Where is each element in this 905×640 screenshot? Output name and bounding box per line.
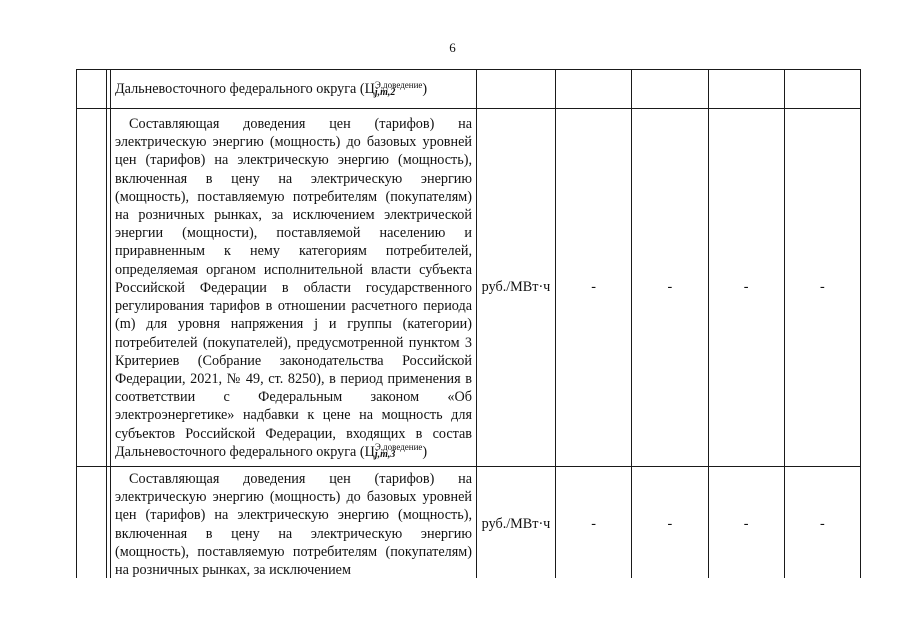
formula-symbol: Ц Э,доведение j,m,2: [364, 80, 423, 99]
description-text: Составляющая доведения цен (тарифов) на электрическую энергию (мощность) до базовых уровней цен (тарифов) на электрическую энергию (мощность), включенная в цену на электрическую энергию (мощность), поставляемую потребителям (покупателям) на розничных рынках, за исключением: [115, 471, 472, 579]
formula-symbol: Ц Э,доведение j,m,3: [364, 442, 423, 461]
description-text: Дальневосточного федерального округа (: [115, 81, 365, 98]
value-cell: [556, 70, 632, 109]
value-cell: -: [784, 109, 860, 467]
description-cell: Составляющая доведения цен (тарифов) на электрическую энергию (мощность) до базовых уровней цен (тарифов) на электрическую энергию (мощность), включенная в цену на электрическую энергию (мощность), поставляемую потребителям (покупателям) на розничных рынках, за исключением электрической энергии (мощности), поставляемой населению и приравненным к нему категориям потребителей, определяемая органом исполнительной власти субъекта Российской Федерации в области государственного регулирования тарифов в отношении расчетного периода (m) для уровня напряжения j и группы (категории) потребителей (покупателей), предусмотренной пунктом 3 Критериев (Собрание законодательства Российской Федерации, 2021, № 49, ст. 8250), в период применения в соответствии с Федеральным законом «Об электроэнергетике» надбавки к цене на мощность для субъектов Российской Федерации, входящих в состав Дальневосточного федерального округа (Ц Э,доведение j,m,3 ): [111, 109, 477, 467]
description-text: Составляющая доведения цен (тарифов) на электрическую энергию (мощность) до базовых уровней цен (тарифов) на электрическую энергию (мощность), включенная в цену на электрическую энергию (мощность), поставляемую потребителям (покупателям) на розничных рынках, за исключением электрической энергии (мощности), поставляемой населению и приравненным к нему категориям потребителей, определяемая органом исполнительной власти субъекта Российской Федерации в области государственного регулирования тарифов в отношении расчетного периода (m) для уровня напряжения j и группы (категории) потребителей (покупателей), предусмотренной пунктом 3 Критериев (Собрание законодательства Российской Федерации, 2021, № 49, ст. 8250), в период применения в соответствии с Федеральным законом «Об электроэнергетике» надбавки к цене на мощность для субъектов Российской Федерации, входящих в состав Дальневосточного федерального округа (: [115, 116, 472, 460]
value-cell: -: [708, 109, 784, 467]
unit-cell: руб./МВт·ч: [477, 467, 556, 582]
tariff-table: [76, 69, 861, 582]
page-number: 6: [449, 40, 456, 55]
unit-cell: руб./МВт·ч: [477, 109, 556, 467]
row-number-cell: [77, 109, 107, 467]
value-cell: [784, 70, 860, 109]
value-cell: -: [556, 109, 632, 467]
table-row-continued: [77, 70, 861, 109]
table-row-main: [77, 109, 861, 467]
page-bottom-margin: [0, 578, 905, 640]
row-number-cell: [77, 70, 107, 109]
value-cell: [708, 70, 784, 109]
value-cell: -: [784, 467, 860, 582]
description-cell: Дальневосточного федерального округа (Ц Э,доведение j,m,2 ): [111, 70, 477, 109]
unit-cell: [477, 70, 556, 109]
value-cell: [632, 70, 708, 109]
row-number-cell: [77, 467, 107, 582]
value-cell: -: [632, 109, 708, 467]
table-row-cut: [77, 467, 861, 582]
value-cell: -: [556, 467, 632, 582]
description-cell: [111, 467, 477, 582]
value-cell: -: [708, 467, 784, 582]
value-cell: -: [632, 467, 708, 582]
